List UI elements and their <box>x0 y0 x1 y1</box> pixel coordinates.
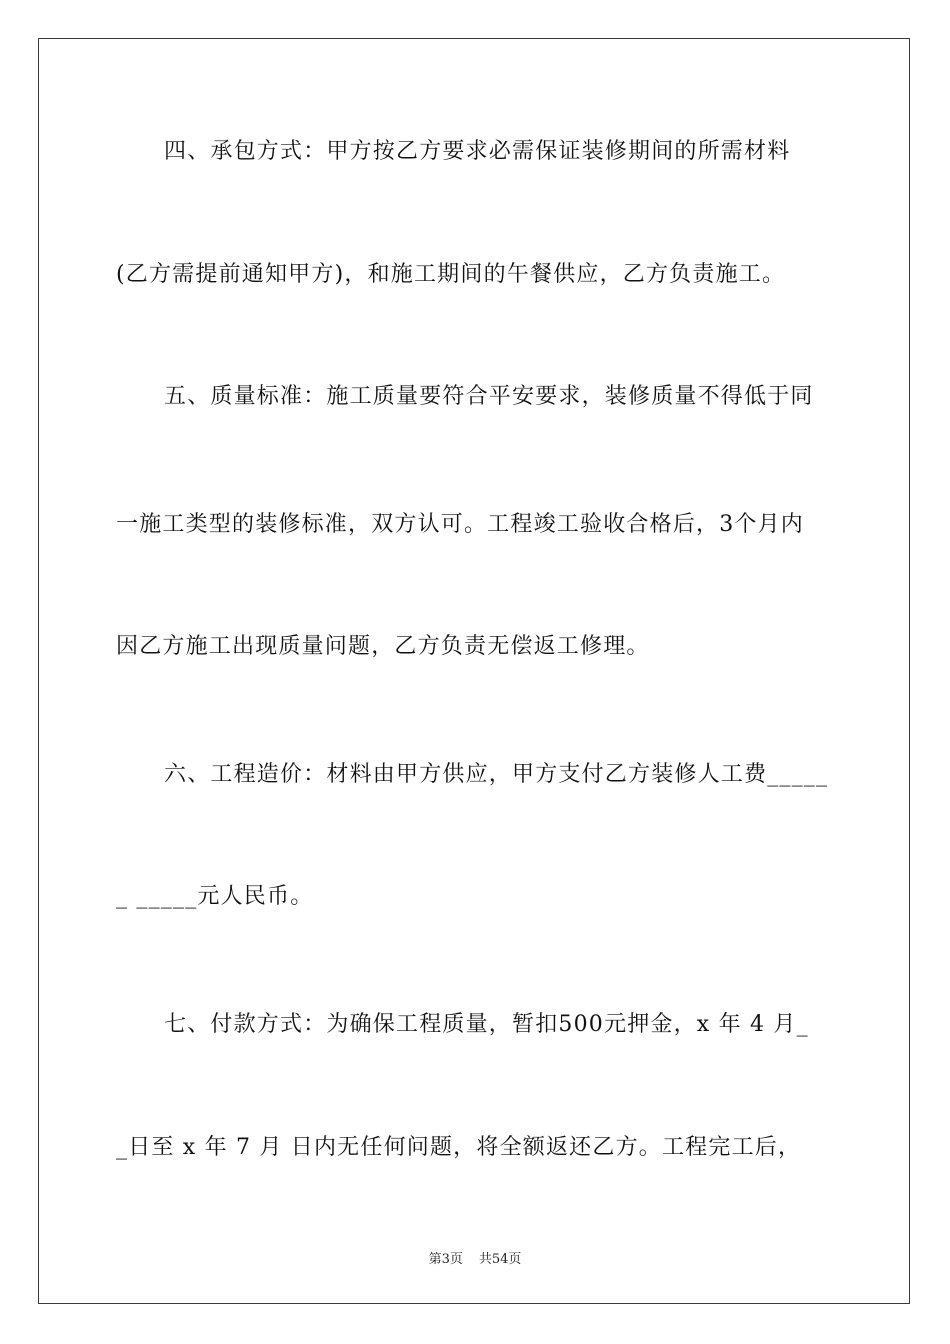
page-border <box>38 38 910 1304</box>
paragraph-line: 因乙方施工出现质量问题，乙方负责无偿返工修理。 <box>116 634 650 659</box>
paragraph-line: 五、质量标准：施工质量要符合平安要求，装修质量不得低于同 <box>164 384 814 409</box>
paragraph-line: (乙方需提前通知甲方)，和施工期间的午餐供应，乙方负责施工。 <box>116 262 786 287</box>
page-total: 共54页 <box>478 1252 522 1267</box>
paragraph-line: 一施工类型的装修标准，双方认可。工程竣工验收合格后，3个月内 <box>116 512 804 537</box>
page-footer <box>0 1248 950 1267</box>
paragraph-line: _日至 x 年 7 月 日内无任何问题，将全额返还乙方。工程完工后， <box>116 1135 802 1160</box>
paragraph-line: 四、承包方式：甲方按乙方要求必需保证装修期间的所需材料 <box>164 139 791 164</box>
paragraph-line: _ _____元人民币。 <box>116 884 314 909</box>
page-number: 第3页 <box>428 1252 463 1267</box>
paragraph-line: 六、工程造价：材料由甲方供应，甲方支付乙方装修人工费_____ <box>164 762 829 787</box>
paragraph-line: 七、付款方式：为确保工程质量，暂扣500元押金，x 年 4 月_ <box>164 1012 809 1037</box>
